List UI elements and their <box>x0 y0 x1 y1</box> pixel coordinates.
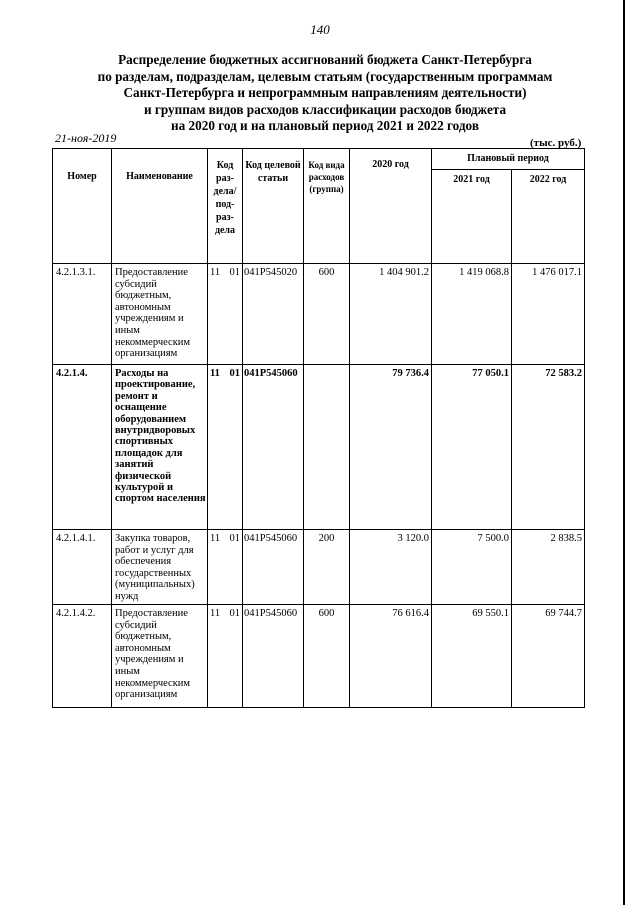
title-line: Санкт-Петербурга и непрограммным направлениям деятельности) <box>123 85 527 100</box>
row-vid: 600 <box>304 605 350 708</box>
table-row <box>53 605 585 708</box>
table-row <box>53 530 585 605</box>
page-number: 140 <box>310 22 330 37</box>
row-2021: 1 419 068.8 <box>432 264 512 365</box>
units-label: (тыс. руб.) <box>530 137 582 149</box>
scan-edge-line <box>623 0 625 905</box>
row-2022: 69 744.7 <box>512 605 585 708</box>
row-2022: 1 476 017.1 <box>512 264 585 365</box>
title-line: и группам видов расходов классификации расходов бюджета <box>143 101 507 117</box>
row-2020: 1 404 901.2 <box>350 264 432 365</box>
row-section: 11 01 <box>208 530 243 605</box>
table-row <box>53 365 585 530</box>
row-section: 11 01 <box>208 605 243 708</box>
row-name: Закупка товаров, работ и услуг для обеспечения государственных (муниципальных) нужд <box>112 530 208 605</box>
row-number: 4.2.1.4. <box>53 365 112 530</box>
row-name: Предоставление субсидий бюджетным, автономным учреждениям и иным некоммерческим организациям <box>112 605 208 708</box>
row-2020: 3 120.0 <box>350 530 432 605</box>
title-line: Распределение бюджетных ассигнований бюджета Санкт-Петербурга <box>118 52 532 67</box>
title-line: по разделам, подразделам, целевым статьям (государственным программам <box>97 68 553 84</box>
document-title <box>60 52 590 135</box>
row-2020: 79 736.4 <box>350 365 432 530</box>
header-2021: 2021 год <box>432 170 512 264</box>
header-2022: 2022 год <box>512 170 585 264</box>
row-vid: 600 <box>304 264 350 365</box>
table-row <box>53 264 585 365</box>
row-target: 041P545060 <box>243 365 304 530</box>
row-2021: 77 050.1 <box>432 365 512 530</box>
header-vid: Код вида расходов (группа) <box>304 149 350 264</box>
row-2021: 69 550.1 <box>432 605 512 708</box>
row-2020: 76 616.4 <box>350 605 432 708</box>
row-2021: 7 500.0 <box>432 530 512 605</box>
row-target: 041P545020 <box>243 264 304 365</box>
header-planned-period: Плановый период <box>432 149 585 170</box>
header-2020: 2020 год <box>350 149 432 264</box>
row-number: 4.2.1.4.2. <box>53 605 112 708</box>
header-name: Наименование <box>112 149 208 264</box>
row-name: Расходы на проектирование, ремонт и оснащение оборудованием внутридворовых спортивных площадок для занятий физической культурой и спортом населения <box>112 365 208 530</box>
row-2022: 72 583.2 <box>512 365 585 530</box>
title-line: на 2020 год и на плановый период 2021 и 2022 годов <box>171 118 479 133</box>
row-vid: 200 <box>304 530 350 605</box>
row-2022: 2 838.5 <box>512 530 585 605</box>
header-section: Код раз-дела/ под-раз-дела <box>208 149 243 264</box>
row-vid <box>304 365 350 530</box>
budget-table <box>52 148 585 708</box>
row-target: 041P545060 <box>243 605 304 708</box>
row-number: 4.2.1.3.1. <box>53 264 112 365</box>
document-date: 21-ноя-2019 <box>55 131 117 145</box>
header-number: Номер <box>53 149 112 264</box>
row-name: Предоставление субсидий бюджетным, автономным учреждениям и иным некоммерческим организациям <box>112 264 208 365</box>
header-target: Код целевой статьи <box>243 149 304 264</box>
row-target: 041P545060 <box>243 530 304 605</box>
row-number: 4.2.1.4.1. <box>53 530 112 605</box>
row-section: 11 01 <box>208 365 243 530</box>
row-section: 11 01 <box>208 264 243 365</box>
